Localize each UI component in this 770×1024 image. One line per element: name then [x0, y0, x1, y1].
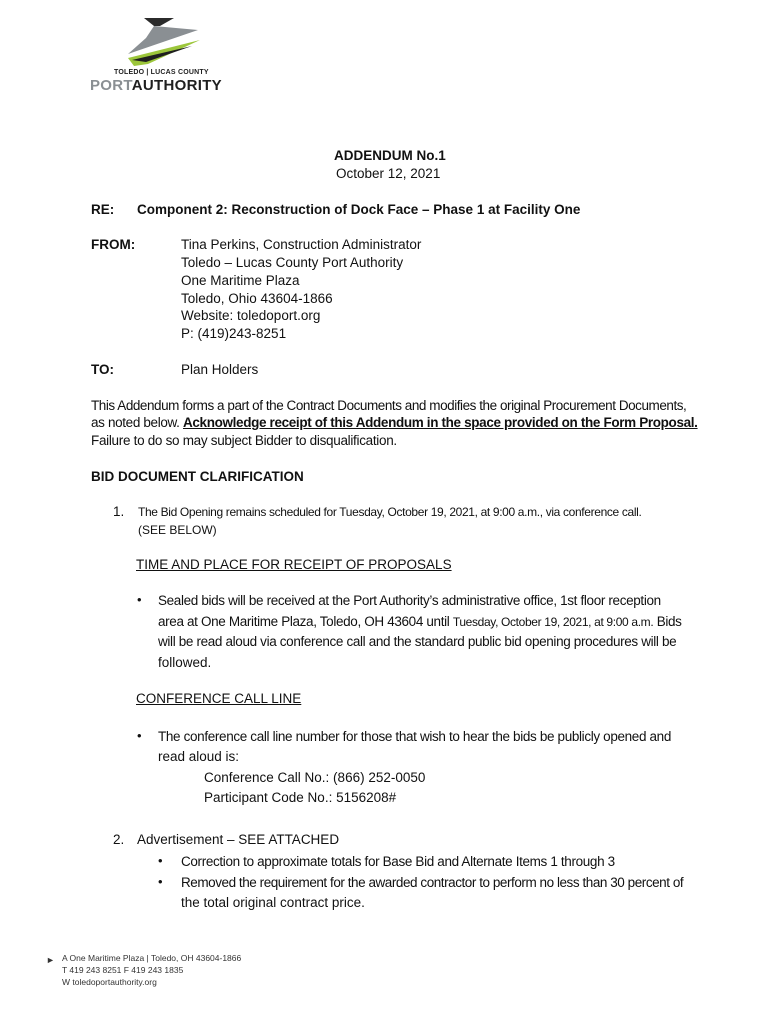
- addendum-title: ADDENDUM No.1: [334, 148, 446, 163]
- call-line: read aloud is:: [158, 749, 240, 764]
- from-label: FROM:: [91, 237, 136, 252]
- bullet: •: [158, 853, 163, 868]
- receipt-datetime: Tuesday, October 19, 2021, at 9:00 a.m.: [452, 615, 654, 629]
- footer-phone: T 419 243 8251 F 419 243 1835: [62, 965, 184, 975]
- to-text: Plan Holders: [181, 362, 259, 377]
- call-line: The conference call line number for those that wish to hear the bids be publicly opened and: [158, 729, 671, 744]
- footer-arrow-icon: ►: [46, 955, 55, 965]
- logo-swoosh-dark: [144, 18, 174, 26]
- receipt-bids: Bids: [653, 614, 682, 629]
- logo-subtitle: TOLEDO | LUCAS COUNTY: [114, 69, 209, 76]
- item-number: 2.: [113, 832, 125, 847]
- from-line: P: (419)243-8251: [181, 326, 287, 341]
- footer-lines: [62, 952, 282, 988]
- re-label: RE:: [91, 202, 115, 217]
- bullet: •: [137, 592, 142, 607]
- acknowledge-instruction: Acknowledge receipt of this Addendum in the space provided on the Form Proposal.: [182, 415, 698, 430]
- clarification-heading: BID DOCUMENT CLARIFICATION: [91, 469, 304, 484]
- conference-call-number: Conference Call No.: (866) 252-0050: [204, 770, 426, 785]
- item-number: 1.: [113, 504, 125, 519]
- addendum-date: October 12, 2021: [336, 166, 441, 181]
- from-line: Website: toledoport.org: [181, 308, 321, 323]
- conference-call-heading: CONFERENCE CALL LINE: [136, 691, 302, 706]
- receipt-line: Sealed bids will be received at the Port Authority’s administrative office, 1st floor reception: [158, 593, 661, 608]
- footer-address: A One Maritime Plaza | Toledo, OH 43604-1866: [62, 953, 242, 963]
- item2-bullet-line: Correction to approximate totals for Base Bid and Alternate Items 1 through 3: [181, 854, 615, 869]
- item1-see-below: (SEE BELOW): [138, 523, 217, 537]
- from-line: Tina Perkins, Construction Administrator: [181, 237, 422, 252]
- receipt-heading: TIME AND PLACE FOR RECEIPT OF PROPOSALS: [136, 557, 452, 572]
- from-line: Toledo – Lucas County Port Authority: [181, 255, 404, 270]
- receipt-line: followed.: [158, 655, 212, 670]
- intro-line: This Addendum forms a part of the Contract Documents and modifies the original Procurement Documents,: [91, 398, 687, 413]
- item2-text: Advertisement – SEE ATTACHED: [137, 832, 340, 847]
- item1-text: The Bid Opening remains scheduled for Tuesday, October 19, 2021, at 9:00 a.m., via conference call.: [138, 505, 642, 519]
- footer-web: W toledoportauthority.org: [62, 977, 157, 987]
- bullet: •: [137, 728, 142, 743]
- from-line: Toledo, Ohio 43604-1866: [181, 291, 333, 306]
- logo-wordmark: [90, 77, 222, 94]
- logo-authority-word: AUTHORITY: [131, 77, 222, 94]
- participant-code: Participant Code No.: 5156208#: [204, 790, 397, 805]
- intro-text: as noted below.: [91, 415, 183, 430]
- receipt-line: [158, 613, 682, 631]
- item2-bullet-line: Removed the requirement for the awarded contractor to perform no less than 30 percent of: [181, 875, 684, 890]
- to-label: TO:: [91, 362, 114, 377]
- intro-line: Failure to do so may subject Bidder to disqualification.: [91, 433, 397, 448]
- intro-line: [91, 414, 698, 432]
- logo-port-word: PORT: [90, 77, 132, 94]
- receipt-line: will be read aloud via conference call and the standard public bid opening procedures will be: [158, 634, 677, 649]
- receipt-address: area at One Maritime Plaza, Toledo, OH 43604 until: [158, 614, 453, 629]
- item2-bullet-line: the total original contract price.: [181, 895, 365, 910]
- from-line: One Maritime Plaza: [181, 273, 300, 288]
- bullet: •: [158, 874, 163, 889]
- re-text: Component 2: Reconstruction of Dock Face – Phase 1 at Facility One: [137, 202, 581, 217]
